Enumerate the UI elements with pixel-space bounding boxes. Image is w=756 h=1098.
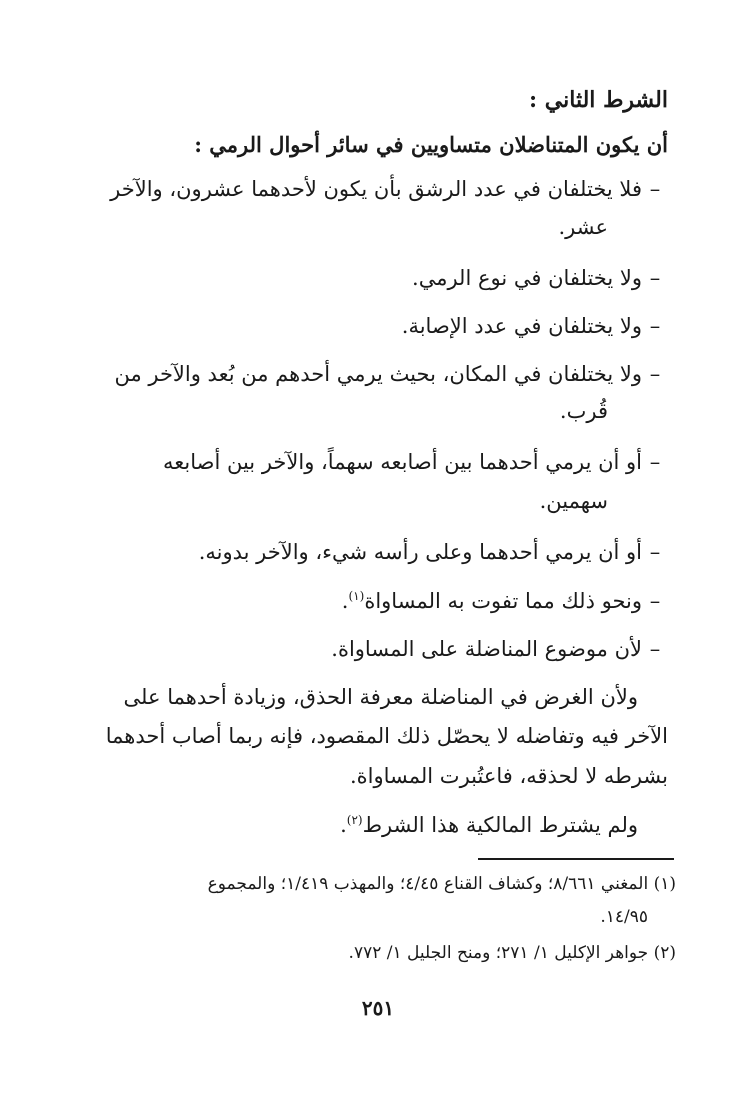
list-item: –ولا يختلفان في عدد الإصابة. <box>401 314 661 338</box>
list-item: –لأن موضوع المناضلة على المساواة. <box>331 637 661 661</box>
section-heading: الشرط الثاني : <box>529 87 668 113</box>
list-item: –فلا يختلفان في عدد الرشق بأن يكون لأحدهما عشرون، والآخر <box>110 177 661 201</box>
list-item-continuation: قُرب. <box>559 399 608 423</box>
list-item: –ولا يختلفان في المكان، بحيث يرمي أحدهم من بُعد والآخر من <box>114 362 661 386</box>
footnote-number: (١) <box>653 874 676 894</box>
footnote-1-continuation: ١٤/٩٥. <box>600 907 648 927</box>
list-item-continuation: سهمين. <box>539 489 608 513</box>
list-item: –أو أن يرمي أحدهما وعلى رأسه شيء، والآخر بدونه. <box>198 540 661 564</box>
list-item: –ونحو ذلك مما تفوت به المساواة$^{(١)}$. <box>341 589 661 613</box>
page-number: ٢٥١ <box>361 996 395 1020</box>
footnote-ref[interactable]: (١) <box>348 589 365 603</box>
footnote-1: (١) المغني ٨/٦٦١؛ وكشاف القناع ٤/٤٥؛ والمهذب ١/٤١٩؛ والمجموع <box>207 874 676 894</box>
list-item-continuation: عشر. <box>558 215 608 239</box>
list-item: –أو أن يرمي أحدهما بين أصابعه سهماً، والآخر بين أصابعه <box>163 450 661 474</box>
paragraph-line: ولأن الغرض في المناضلة معرفة الحذق، وزيادة أحدهما على <box>123 685 638 709</box>
closing-line: ولم يشترط المالكية هذا الشرط$^{(٢)}$. <box>340 813 638 837</box>
footnote-number: (٢) <box>653 943 676 963</box>
paragraph-line: بشرطه لا لحذقه، فاعتُبرت المساواة. <box>349 764 668 788</box>
footnote-ref[interactable]: (٢) <box>346 813 363 827</box>
list-item: –ولا يختلفان في نوع الرمي. <box>412 266 661 290</box>
paragraph-line: الآخر فيه وتفاضله لا يحصّل ذلك المقصود، فإنه ربما أصاب أحدهما <box>105 724 668 748</box>
condition-statement: أن يكون المتناضلان متساويين في سائر أحوال الرمي : <box>194 132 668 157</box>
footnote-2: (٢) جواهر الإكليل ١/ ٢٧١؛ ومنح الجليل ١/ ٧٧٢. <box>348 943 676 963</box>
footnote-divider <box>478 858 674 860</box>
